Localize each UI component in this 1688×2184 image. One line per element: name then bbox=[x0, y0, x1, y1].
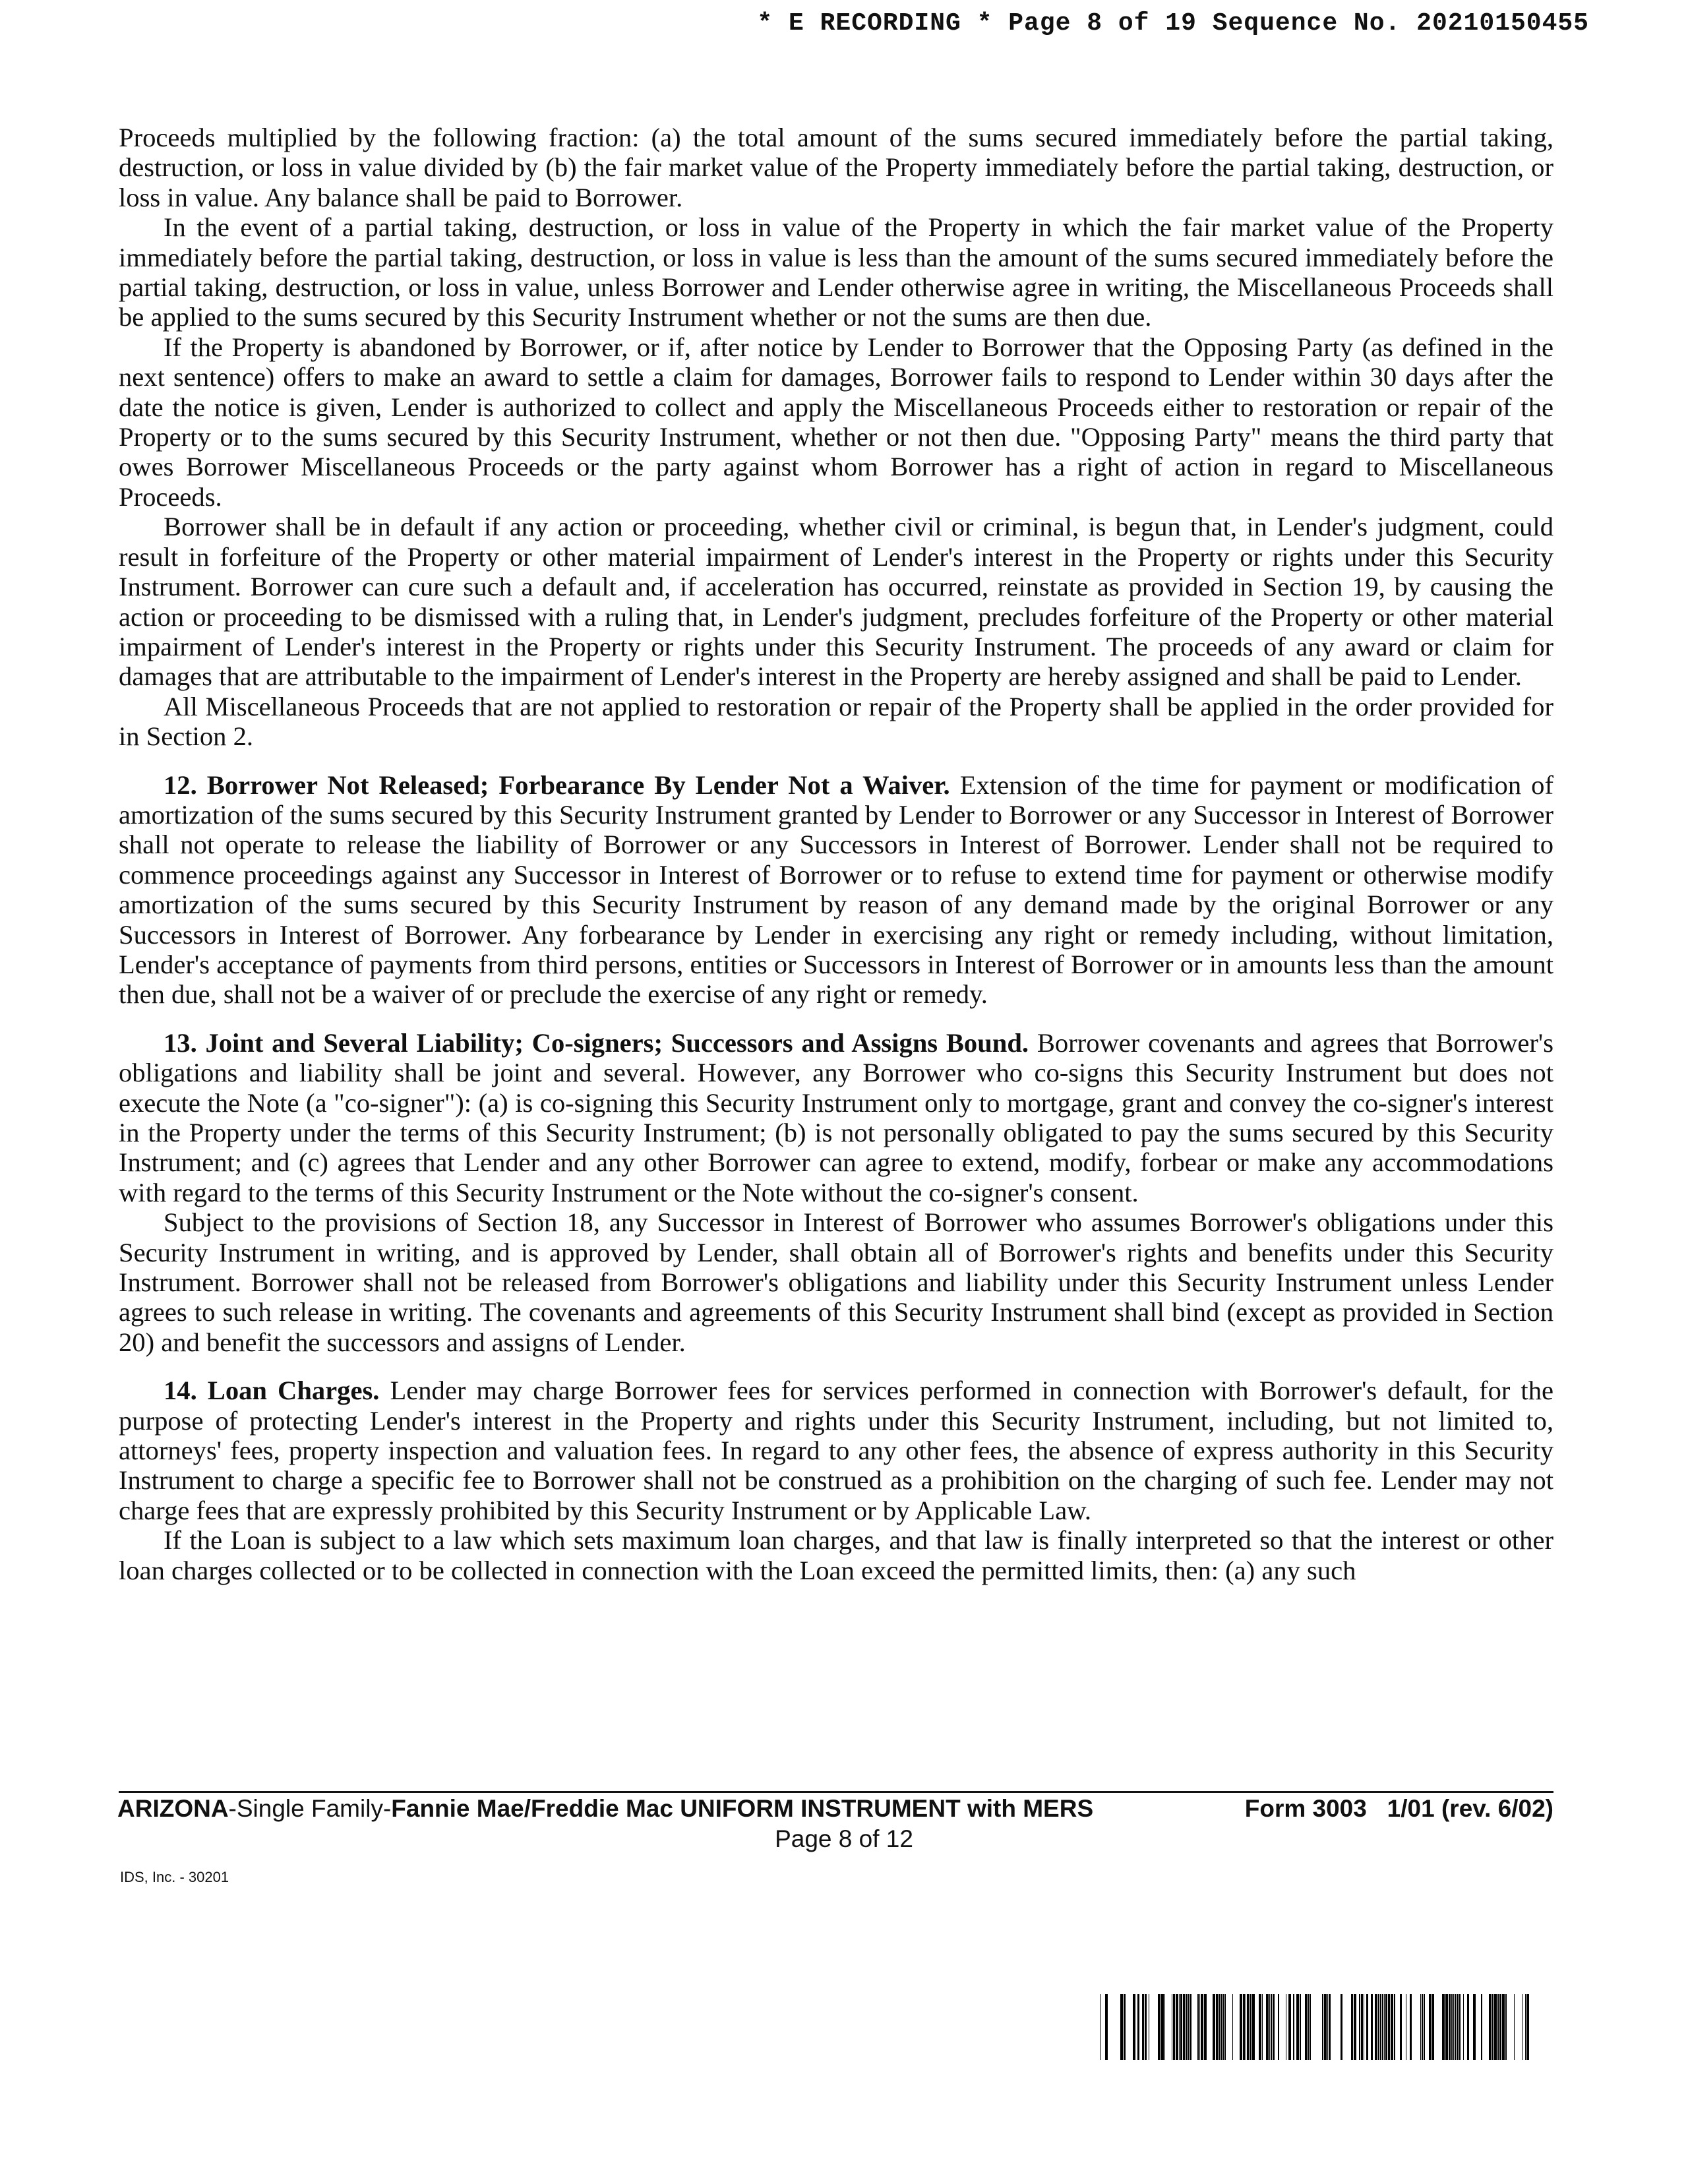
recording-stamp: * E RECORDING * Page 8 of 19 Sequence No. 20210150455 bbox=[757, 9, 1589, 38]
paragraph-misc-proceeds-order: All Miscellaneous Proceeds that are not applied to restoration or repair of the Property shall be applied in the order provided for in Section 2. bbox=[119, 691, 1553, 752]
section-13 bbox=[119, 1028, 1553, 1207]
barcode-image bbox=[1100, 1994, 1530, 2060]
section-14-text: Lender may charge Borrower fees for services performed in connection with Borrower's default, for the purpose of protecting Lender's interest in the Property and rights under this Security Instrument, including, but not limited to, attorneys' fees, property inspection and valuation fees. In regard to any other fees, the absence of express authority in this Security Instrument to charge a specific fee to Borrower shall not be construed as a prohibition on the charging of such fee. Lender may not charge fees that are expressly prohibited by this Security Instrument or by Applicable Law. bbox=[119, 1376, 1553, 1525]
footer-form-number: Form 3003 1/01 (rev. 6/02) bbox=[1244, 1795, 1553, 1822]
footer-doc-type: -Single Family- bbox=[228, 1795, 392, 1822]
paragraph-abandoned-property: If the Property is abandoned by Borrower, or if, after notice by Lender to Borrower that the Opposing Party (as defined in the next sentence) offers to make an award to settle a claim for damages, Borrower fails to respond to Lender within 30 days after the date the notice is given, Lender is authorized to collect and apply the Miscellaneous Proceeds either to restoration or repair of the Property or to the sums secured by this Security Instrument, whether or not then due. "Opposing Party" means the third party that owes Borrower Miscellaneous Proceeds or the party against whom Borrower has a right of action in regard to Miscellaneous Proceeds. bbox=[119, 332, 1553, 512]
paragraph-partial-taking: In the event of a partial taking, destruction, or loss in value of the Property in which the fair market value of the Property immediately before the partial taking, destruction, or loss in value is less than the amount of the sums secured immediately before the partial taking, destruction, or loss in value, unless Borrower and Lender otherwise agree in writing, the Miscellaneous Proceeds shall be applied to the sums secured by this Security Instrument whether or not the sums are then due. bbox=[119, 212, 1553, 332]
section-12 bbox=[119, 770, 1553, 1010]
footer-form-id: IDS, Inc. - 30201 bbox=[120, 1869, 229, 1885]
footer-state: ARIZONA bbox=[117, 1795, 229, 1822]
section-14-heading: 14. Loan Charges. bbox=[164, 1376, 380, 1406]
paragraph-borrower-default: Borrower shall be in default if any action or proceeding, whether civil or criminal, is begun that, in Lender's judgment, could result in forfeiture of the Property or other material impairment of Lender's interest in the Property or rights under this Security Instrument. Borrower can cure such a default and, if acceleration has occurred, reinstate as provided in Section 19, by causing the action or proceeding to be dismissed with a ruling that, in Lender's judgment, precludes forfeiture of the Property or other material impairment of Lender's interest in the Property or rights under this Security Instrument. The proceeds of any award or claim for damages that are attributable to the impairment of Lender's interest in the Property are hereby assigned and shall be paid to Lender. bbox=[119, 512, 1553, 692]
section-13-text: Borrower covenants and agrees that Borrower's obligations and liability shall be joint and several. However, any Borrower who co-signs this Security Instrument but does not execute the Note (a "co-signer"): (a) is co-signing this Security Instrument only to mortgage, grant and convey the co-signer's interest in the Property under the terms of this Security Instrument; (b) is not personally obligated to pay the sums secured by this Security Instrument; and (c) agrees that Lender and any other Borrower can agree to extend, modify, forbear or make any accommodations with regard to the terms of this Security Instrument or the Note without the co-signer's consent. bbox=[119, 1027, 1554, 1207]
paragraph-proceeds-fraction: Proceeds multiplied by the following fraction: (a) the total amount of the sums secured immediately before the partial taking, destruction, or loss in value divided by (b) the fair market value of the Property immediately before the partial taking, destruction, or loss in value. Any balance shall be paid to Borrower. bbox=[119, 123, 1553, 212]
section-14-paragraph-2: If the Loan is subject to a law which sets maximum loan charges, and that law is finally interpreted so that the interest or other loan charges collected or to be collected in connection with the Loan exceed the permitted limits, then: (a) any such bbox=[119, 1525, 1553, 1585]
footer-page-number: Page 8 of 12 bbox=[775, 1825, 913, 1852]
footer-instrument-title bbox=[117, 1795, 1093, 1823]
section-12-text: Extension of the time for payment or modification of amortization of the sums secured by this Security Instrument granted by Lender to Borrower or any Successor in Interest of Borrower shall not operate to release the liability of Borrower or any Successors in Interest of Borrower. Lender shall not be required to commence proceedings against any Successor in Interest of Borrower or to refuse to extend time for payment or otherwise modify amortization of the sums secured by this Security Instrument by reason of any demand made by the original Borrower or any Successors in Interest of Borrower. Any forbearance by Lender in exercising any right or remedy including, without limitation, Lender's acceptance of payments from third persons, entities or Successors in Interest of Borrower or in amounts less than the amount then due, shall not be a waiver of or preclude the exercise of any right or remedy. bbox=[119, 770, 1553, 1010]
footer-divider bbox=[119, 1791, 1553, 1793]
footer-instrument: Fannie Mae/Freddie Mac UNIFORM INSTRUMENT with MERS bbox=[391, 1795, 1094, 1822]
section-13-heading: 13. Joint and Several Liability; Co-signers; Successors and Assigns Bound. bbox=[164, 1027, 1029, 1058]
section-14 bbox=[119, 1376, 1553, 1525]
section-13-paragraph-2: Subject to the provisions of Section 18, any Successor in Interest of Borrower who assumes Borrower's obligations under this Security Instrument in writing, and is approved by Lender, shall obtain all of Borrower's rights and benefits under this Security Instrument. Borrower shall not be released from Borrower's obligations and liability under this Security Instrument unless Lender agrees to such release in writing. The covenants and agreements of this Security Instrument shall bind (except as provided in Section 20) and benefit the successors and assigns of Lender. bbox=[119, 1207, 1553, 1357]
document-body bbox=[119, 123, 1553, 1585]
section-12-heading: 12. Borrower Not Released; Forbearance By Lender Not a Waiver. bbox=[164, 770, 950, 800]
